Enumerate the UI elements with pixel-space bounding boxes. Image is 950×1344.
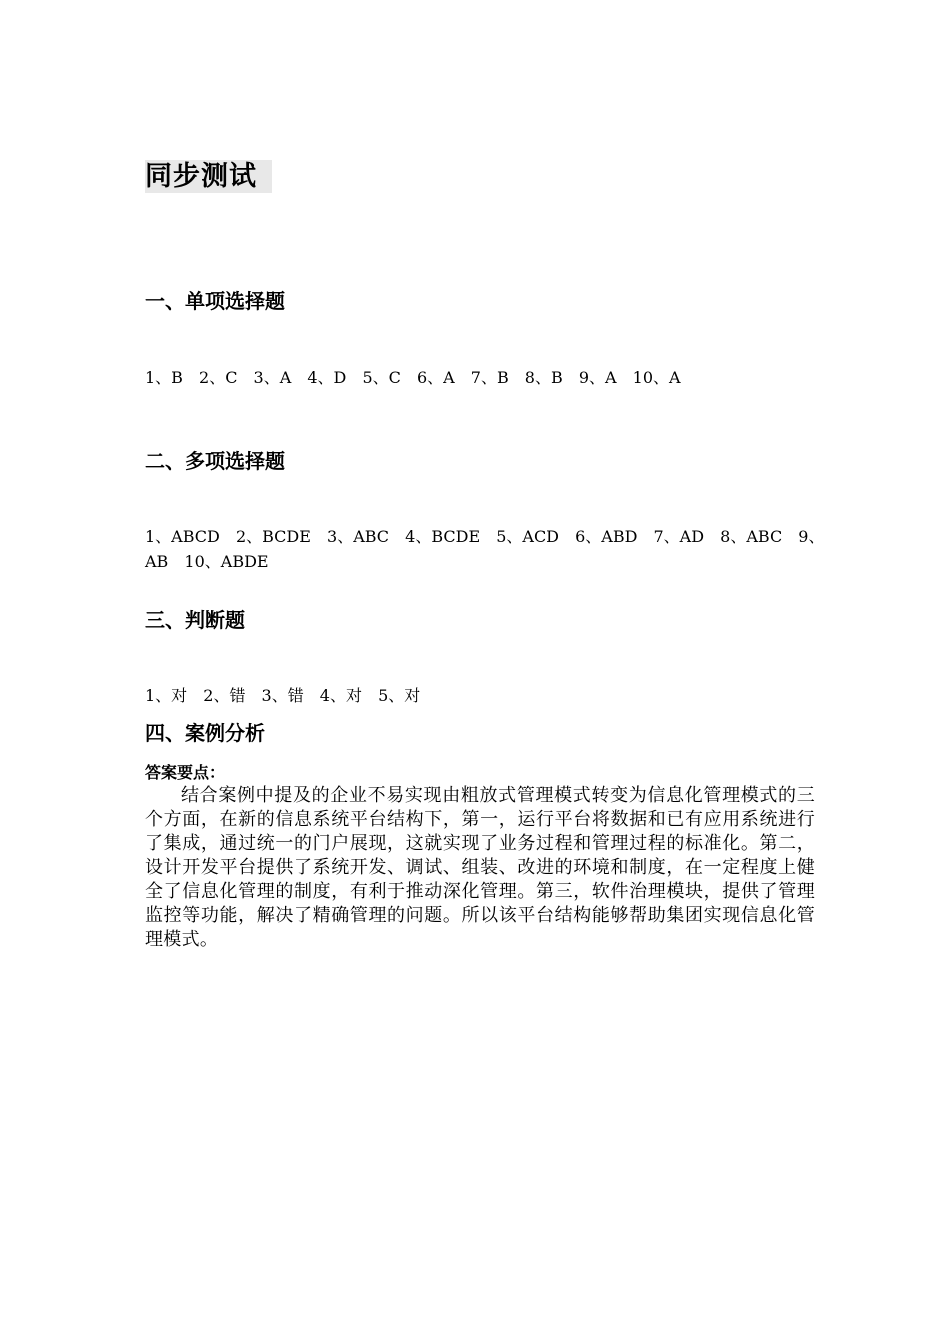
section-heading-case-analysis: 四、案例分析 — [145, 721, 265, 745]
case-analysis-body: 结合案例中提及的企业不易实现由粗放式管理模式转变为信息化管理模式的三个方面，在新的信息系统平台结构下，第一，运行平台将数据和已有应用系统进行了集成，通过统一的门户展现，这就实现了业务过程和管理过程的标准化。第二，设计开发平台提供了系统开发、调试、组装、改进的环境和制度，在一定程度上健全了信息化管理的制度，有利于推动深化管理。第三，软件治理模块，提供了管理监控等功能，解决了精确管理的问题。所以该平台结构能够帮助集团实现信息化管理模式。 — [145, 785, 815, 950]
true-false-answers: 1、对 2、错 3、错 4、对 5、对 — [145, 686, 421, 705]
section-heading-multiple-choice: 二、多项选择题 — [145, 449, 285, 473]
multiple-choice-answers: 1、ABCD 2、BCDE 3、ABC 4、BCDE 5、ACD 6、ABD 7、AD 8、ABC 9、AB 10、ABDE — [145, 527, 825, 571]
section-heading-single-choice: 一、单项选择题 — [145, 289, 285, 313]
single-choice-answers: 1、B 2、C 3、A 4、D 5、C 6、A 7、B 8、B 9、A 10、A — [145, 368, 681, 387]
page-title: 同步测试 — [145, 160, 272, 193]
key-points-label: 答案要点： — [145, 763, 226, 782]
section-heading-true-false: 三、判断题 — [145, 608, 245, 632]
